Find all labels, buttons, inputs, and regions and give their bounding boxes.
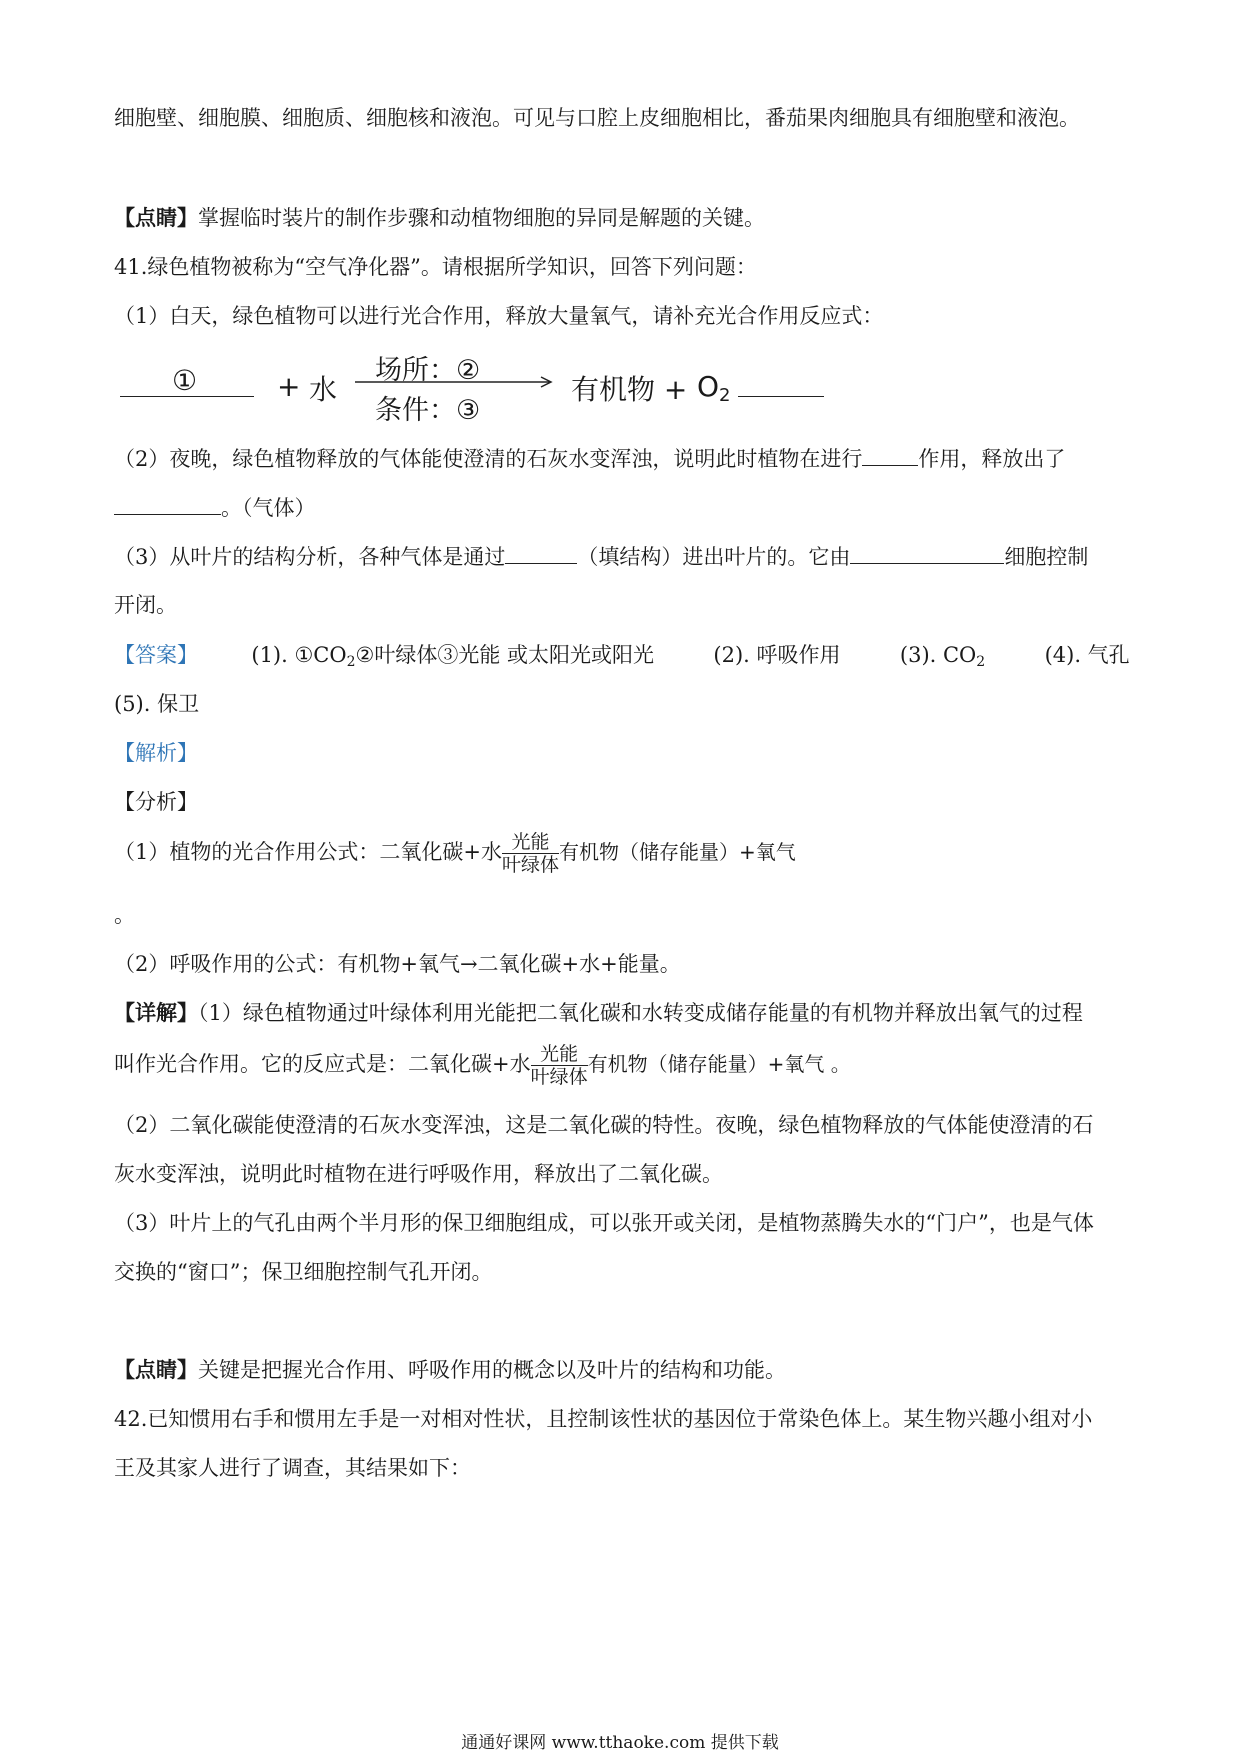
fenxi-label: 【分析】 bbox=[114, 790, 198, 814]
xiangjie-formula: 叫作光合作用。它的反应式是：二氧化碳+水 $\frac{\text{光能}}{\text{叶绿体}}$ 有机物（储存能量）+氧气 。 bbox=[114, 1043, 851, 1088]
text-line: 灰水变浑浊，说明此时植物在进行呼吸作用，释放出了二氧化碳。 bbox=[114, 1162, 723, 1186]
plus-sign: + bbox=[277, 370, 301, 403]
xiangjie-label: 【详解】 bbox=[114, 1000, 198, 1025]
question-41-part3-cont: 开闭。 bbox=[114, 593, 177, 617]
question-41-part1: （1）白天，绿色植物可以进行光合作用，释放大量氧气，请补充光合作用反应式： bbox=[114, 304, 884, 328]
analysis-label: 【解析】 bbox=[114, 741, 198, 765]
answer-label: 【答案】 bbox=[114, 643, 198, 667]
question-42-stem: 42.已知惯用右手和惯用左手是一对相对性状，且控制该性状的基因位于常染色体上。某生物兴趣小组对小 bbox=[114, 1407, 1093, 1431]
text-line: 细胞壁、细胞膜、细胞质、细胞核和液泡。可见与口腔上皮细胞相比，番茄果肉细胞具有细胞壁和液泡。 bbox=[114, 106, 1080, 130]
reaction-condition-fraction: $\frac{\text{光能}}{\text{叶绿体}}$ bbox=[530, 1043, 588, 1088]
page-footer: 通通好课网 www.tthaoke.com 提供下载 bbox=[461, 1733, 779, 1753]
question-41-part2: （2）夜晚，绿色植物释放的气体能使澄清的石灰水变浑浊，说明此时植物在进行 作用，释放出了 bbox=[114, 443, 1065, 474]
question-41-part3: （3）从叶片的结构分析，各种气体是通过 （填结构）进出叶片的。它由 细胞控制 bbox=[114, 541, 1088, 572]
reaction-place: 场所：② bbox=[375, 355, 481, 386]
reaction-condition-fraction: $\frac{\text{光能}}{\text{叶绿体}}$ bbox=[501, 831, 559, 876]
question-42-stem-cont: 王及其家人进行了调查，其结果如下： bbox=[114, 1456, 471, 1480]
dianjing-paragraph bbox=[114, 203, 765, 233]
dianjing-text: 掌握临时装片的制作步骤和动植物细胞的异同是解题的关键。 bbox=[198, 206, 765, 230]
dianjing-label: 【点睛】 bbox=[114, 205, 198, 230]
xiangjie-paragraph: 【详解】（1）绿色植物通过叶绿体利用光能把二氧化碳和水转变成储存能量的有机物并释放出氧气的过程 bbox=[114, 1000, 1083, 1025]
answer-blank bbox=[738, 374, 824, 397]
answer-item-3: (3). $CO_2$ bbox=[899, 643, 986, 670]
reaction-condition: 条件：③ bbox=[375, 395, 481, 426]
answer-blank bbox=[862, 443, 918, 466]
answer-item-5: (5). 保卫 bbox=[114, 692, 200, 716]
dianjing-paragraph: 【点睛】关键是把握光合作用、呼吸作用的概念以及叶片的结构和功能。 bbox=[114, 1357, 786, 1382]
product-term: 有机物 + bbox=[571, 373, 688, 406]
question-41-stem: 41.绿色植物被称为“空气净化器”。请根据所学知识，回答下列问题： bbox=[114, 255, 757, 279]
water-term: 水 bbox=[309, 373, 338, 406]
answer-blank bbox=[850, 541, 1004, 564]
reaction-arrow bbox=[355, 376, 555, 388]
oxygen-term: O2 bbox=[697, 370, 731, 406]
answer-blank bbox=[505, 541, 577, 564]
answer-item-2: (2). 呼吸作用 bbox=[713, 643, 841, 667]
formula-respiration: （2）呼吸作用的公式：有机物+氧气→二氧化碳+水+能量。 bbox=[114, 952, 681, 976]
formula-end: 。 bbox=[114, 903, 135, 927]
text-line: （3）叶片上的气孔由两个半月形的保卫细胞组成，可以张开或关闭，是植物蒸腾失水的“门户”，也是气体 bbox=[114, 1211, 1094, 1235]
blank-marker: ① bbox=[172, 364, 198, 397]
text-line: 交换的“窗口”；保卫细胞控制气孔开闭。 bbox=[114, 1260, 493, 1284]
formula-photosynthesis: （1）植物的光合作用公式：二氧化碳+水 $\frac{\text{光能}}{\text{叶绿体}}$ 有机物（储存能量）+氧气 bbox=[114, 831, 796, 876]
dianjing-label: 【点睛】 bbox=[114, 1357, 198, 1382]
answer-line bbox=[114, 640, 1130, 677]
question-41-part2-cont: 。（气体） bbox=[114, 492, 316, 523]
answer-blank bbox=[114, 492, 221, 515]
answer-item-1: (1). $①CO_2②$叶绿体③光能 或太阳光或阳光 bbox=[251, 643, 655, 670]
text-line: （2）二氧化碳能使澄清的石灰水变浑浊，这是二氧化碳的特性。夜晚，绿色植物释放的气体能使澄清的石 bbox=[114, 1113, 1094, 1137]
answer-item-4: (4). 气孔 bbox=[1044, 643, 1130, 667]
